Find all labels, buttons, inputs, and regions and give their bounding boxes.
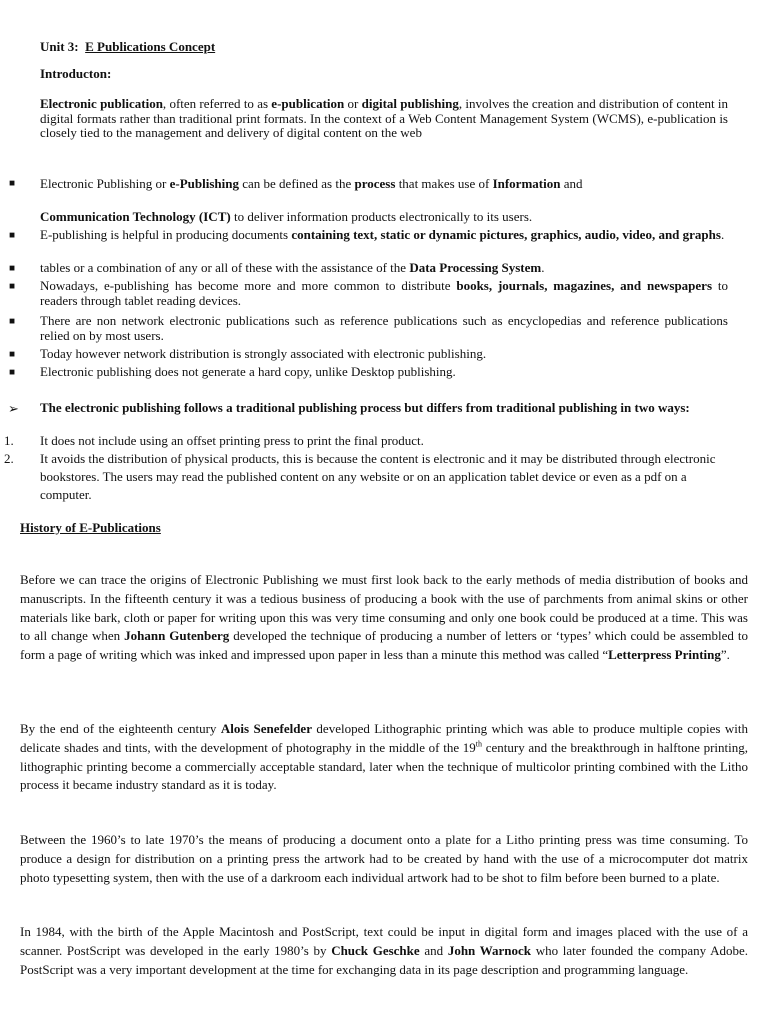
superscript: th xyxy=(475,739,483,749)
bullet-item-3 xyxy=(40,261,728,276)
paragraph-text: developed Lithographic printing which was able to produce multiple copies with delicate shades and tints, with the development of photography in the middle of the 19 xyxy=(20,721,748,755)
intro-text: , involves the creation and distribution of content in digital formats rather than traditional print formats. In the context of a Web Content Management System (WCMS), e-publication is closely tied to the management and delivery of digital content on the web xyxy=(40,96,728,140)
bullet-bold: process xyxy=(354,176,396,191)
bullet-text: Electronic Publishing or xyxy=(40,176,170,191)
unit-label: Unit 3: xyxy=(40,39,79,54)
list-number: 1. xyxy=(4,433,14,448)
bullet-text: to readers through tablet reading devices. xyxy=(40,278,728,308)
paragraph-text: Before we can trace the origins of Electronic Publishing we must first look back to the early methods of media distribution of books and manuscripts. In the fifteenth century it was a tedious business of producing a book with the use of parchments from animal skins or other materials like bark, cloth or paper for writing upon this was very time consuming and only one book could be produced at a time. This was to all change when xyxy=(20,572,748,644)
bullet-bold: e-Publishing xyxy=(169,176,239,191)
history-paragraph-2 xyxy=(20,720,748,795)
numbered-item-2: It avoids the distribution of physical products, this is because the content is electronic and it may be distributed through electronic bookstores. The users may read the published content on any website or on an application tablet device or even as a pdf on a computer. xyxy=(40,451,716,502)
bullet-marker: ■ xyxy=(9,316,16,327)
paragraph-text: In 1984, with the birth of the Apple Macintosh and PostScript, text could be input in digital form and images placed with the use of a scanner. PostScript was developed in the early 1980’s by xyxy=(20,924,748,958)
name-gutenberg: Johann Gutenberg xyxy=(124,628,230,644)
bullet-text: to deliver information products electronically to its users. xyxy=(230,209,533,224)
bullet-marker: ■ xyxy=(9,263,16,274)
intro-text: or xyxy=(344,96,362,111)
unit-title-text: E Publications Concept xyxy=(85,39,216,54)
history-paragraph-1 xyxy=(20,571,748,665)
bullet-text: can be defined as the xyxy=(238,176,355,191)
name-warnock: John Warnock xyxy=(447,942,532,958)
bullet-text: Nowadays, e-publishing has become more and more common to distribute xyxy=(40,278,457,293)
term-letterpress: Letterpress Printing xyxy=(608,647,721,663)
bullet-text: . xyxy=(541,260,545,275)
bullet-text: E-publishing is helpful in producing documents xyxy=(40,227,292,242)
intro-paragraph xyxy=(40,97,728,141)
bullet-marker: ■ xyxy=(9,349,16,360)
term-digital-publishing: digital publishing xyxy=(361,96,459,111)
bullet-marker: ■ xyxy=(9,281,16,292)
intro-text: , often referred to as xyxy=(162,96,272,111)
unit-title xyxy=(40,39,215,55)
paragraph-text: developed the technique of producing a number of letters or ‘types’ which could be assembled to form a page of writing which was inked and impressed upon paper in less than a minute this method was called “ xyxy=(20,628,748,663)
bullet-bold: Communication Technology (ICT) xyxy=(40,209,231,224)
paragraph-text: century and the breakthrough in halftone printing, lithographic printing become a commercially acceptable standard, later when the technique of multicolor printing combined with the Litho process it became industry standard as it is today. xyxy=(20,739,748,793)
bullet-text: and xyxy=(560,176,583,191)
bullet-marker: ■ xyxy=(9,367,16,378)
history-paragraph-4 xyxy=(20,923,748,979)
numbered-item-1: It does not include using an offset printing press to print the final product. xyxy=(40,433,424,448)
name-senefelder: Alois Senefelder xyxy=(220,721,312,736)
paragraph-text: who later founded the company Adobe. PostScript was a very important development at the time for exchanging data in its page description and programming language. xyxy=(20,942,748,977)
bullet-bold: Data Processing System xyxy=(409,260,542,275)
bullet-text: tables or a combination of any or all of these with the assistance of the xyxy=(40,260,410,275)
arrow-bullet-icon: ➢ xyxy=(8,401,19,416)
bullet-marker: ■ xyxy=(9,230,16,241)
bullet-marker: ■ xyxy=(9,178,16,189)
name-geschke: Chuck Geschke xyxy=(331,942,420,958)
paragraph-text: By the end of the eighteenth century xyxy=(20,721,221,736)
bullet-item-1-continued xyxy=(40,210,728,225)
history-heading: History of E-Publications xyxy=(20,520,161,535)
paragraph-text: ”. xyxy=(720,647,730,663)
bullet-item-5: There are non network electronic publications such as reference publications such as encyclopedias and reference publications relied on by most users. xyxy=(40,313,728,343)
bullet-item-4 xyxy=(40,279,728,308)
bullet-item-1 xyxy=(40,175,728,192)
paragraph-text: and xyxy=(419,942,448,958)
bullet-text: . xyxy=(720,227,725,242)
bullet-item-2 xyxy=(40,228,728,243)
bullet-text: that makes use of xyxy=(395,176,493,191)
bullet-bold: Information xyxy=(492,176,561,191)
bullet-bold: books, journals, magazines, and newspapers xyxy=(456,278,713,293)
bullet-bold: containing text, static or dynamic pictures, graphics, audio, video, and graphs xyxy=(291,227,721,242)
bullet-item-6: Today however network distribution is strongly associated with electronic publishing. xyxy=(40,346,487,361)
list-number: 2. xyxy=(4,451,14,466)
bullet-item-7: Electronic publishing does not generate a hard copy, unlike Desktop publishing. xyxy=(40,364,456,379)
intro-heading: Introducton: xyxy=(40,66,112,81)
term-electronic-publication: Electronic publication xyxy=(40,96,163,111)
history-paragraph-3: Between the 1960’s to late 1970’s the means of producing a document onto a plate for a Litho printing press was time consuming. To produce a design for distribution on a printing press the artwork had to be created by hand with the use of a microcomputer dot matrix photo typesetting system, then with the use of a darkroom each individual artwork had to be shot to film before been burned to a plate. xyxy=(20,832,748,885)
arrow-item: The electronic publishing follows a traditional publishing process but differs from traditional publishing in two ways: xyxy=(40,400,690,415)
term-e-publication: e-publication xyxy=(271,96,345,111)
